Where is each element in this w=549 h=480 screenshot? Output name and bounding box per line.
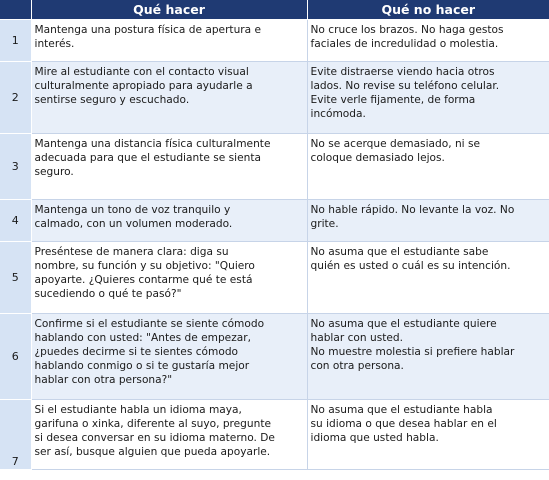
dont-text: No se acerque demasiado, ni se coloque demasiado lejos. bbox=[310, 138, 481, 164]
do-text: Mantenga una postura física de apertura e interés. bbox=[34, 24, 262, 50]
table-header-row bbox=[0, 0, 549, 20]
dont-cell bbox=[307, 134, 549, 200]
dont-cell bbox=[307, 242, 549, 314]
dont-cell bbox=[307, 20, 549, 62]
header-number-cell bbox=[0, 0, 31, 20]
row-number: 4 bbox=[0, 200, 31, 242]
dont-text: Evite distraerse viendo hacia otros lados. No revise su teléfono celular. Evite verle fijamente, de forma incómoda. bbox=[310, 66, 500, 120]
row-number: 5 bbox=[0, 242, 31, 314]
do-text: Mantenga una distancia física culturalmente adecuada para que el estudiante se sienta seguro. bbox=[34, 138, 271, 178]
do-cell bbox=[31, 314, 307, 400]
table-row bbox=[0, 134, 549, 200]
header-dont: Qué no hacer bbox=[307, 0, 549, 20]
do-cell bbox=[31, 134, 307, 200]
dont-text: No cruce los brazos. No haga gestos faciales de incredulidad o molestia. bbox=[310, 24, 504, 50]
row-number: 1 bbox=[0, 20, 31, 62]
do-text: Preséntese de manera clara: diga su nombre, su función y su objetivo: "Quiero apoyarte. ¿Quieres contarme qué te está sucediendo o qué te pasó?" bbox=[34, 246, 255, 300]
table-row bbox=[0, 400, 549, 470]
dont-cell bbox=[307, 400, 549, 470]
do-cell bbox=[31, 62, 307, 134]
row-number: 3 bbox=[0, 134, 31, 200]
dont-cell bbox=[307, 62, 549, 134]
row-number: 7 bbox=[0, 400, 31, 470]
do-text: Si el estudiante habla un idioma maya, garifuna o xinka, diferente al suyo, pregunte si desea conversar en su idioma materno. De ser así, busque alguien que pueda apoyarle. bbox=[34, 404, 275, 458]
dont-cell bbox=[307, 314, 549, 400]
dont-cell bbox=[307, 200, 549, 242]
do-text: Mantenga un tono de voz tranquilo y calmado, con un volumen moderado. bbox=[34, 204, 233, 230]
row-number: 2 bbox=[0, 62, 31, 134]
dont-text: No asuma que el estudiante quiere hablar con usted. No muestre molestia si prefiere hablar con otra persona. bbox=[310, 318, 515, 372]
header-do: Qué hacer bbox=[31, 0, 307, 20]
dont-text: No asuma que el estudiante sabe quién es usted o cuál es su intención. bbox=[310, 246, 511, 272]
table-row bbox=[0, 242, 549, 314]
do-cell bbox=[31, 400, 307, 470]
do-text: Mire al estudiante con el contacto visual culturalmente apropiado para ayudarle a sentirse seguro y escuchado. bbox=[34, 66, 253, 106]
table-row bbox=[0, 62, 549, 134]
do-cell bbox=[31, 200, 307, 242]
row-number: 6 bbox=[0, 314, 31, 400]
dont-text: No hable rápido. No levante la voz. No grite. bbox=[310, 204, 515, 230]
table-row bbox=[0, 314, 549, 400]
table-row bbox=[0, 200, 549, 242]
do-text: Confirme si el estudiante se siente cómodo hablando con usted: "Antes de empezar, ¿puedes decirme si te sientes cómodo hablando conmigo o si te gustaría mejor hablar con otra persona?" bbox=[34, 318, 265, 386]
dont-text: No asuma que el estudiante habla su idioma o que desea hablar en el idioma que usted habla. bbox=[310, 404, 497, 444]
do-cell bbox=[31, 20, 307, 62]
table-row bbox=[0, 20, 549, 62]
do-cell bbox=[31, 242, 307, 314]
